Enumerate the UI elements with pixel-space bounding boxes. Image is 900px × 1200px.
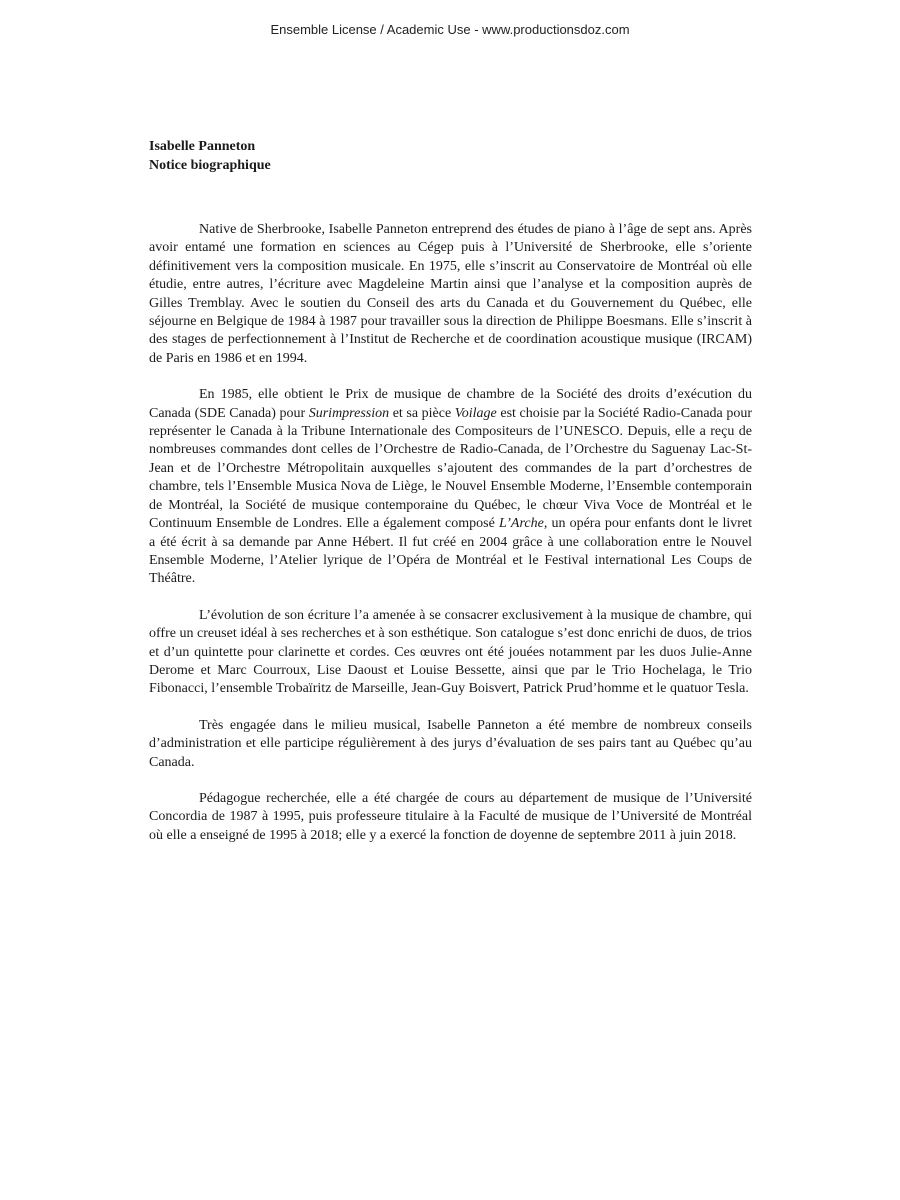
paragraph-engagement: Très engagée dans le milieu musical, Isabelle Panneton a été membre de nombreux conseils d’administration et elle participe régulièrement à des jurys d’évaluation de ses pairs tant au Québec qu’au Canada. — [149, 717, 752, 770]
document-subtitle: Notice biographique — [149, 158, 271, 173]
work-title-larche: L’Arche — [498, 516, 544, 532]
composer-name: Isabelle Panneton — [149, 139, 256, 154]
work-title-surimpression: Surimpression — [308, 405, 390, 421]
paragraph-text-segment: En 1985, elle obtient le Prix de musique de chambre de la Société des droits d’exécution du Canada (SDE Canada) pour — [149, 387, 752, 421]
paragraph-text-segment: et sa pièce — [389, 405, 455, 421]
paragraph-text-segment: est choisie par la Société Radio-Canada pour représenter le Canada à la Tribune Internationale des Compositeurs de l’UNESCO. Depuis, elle a reçu de nombreuses commandes dont celles de l’Orchestre de Radio-Canada, de l’Orchestre du Saguenay Lac-St-Jean et de l’Orchestre Métropolitain auxquelles s’ajoutent des commandes de la part d’orchestres de chambre, tels l’Ensemble Musica Nova de Liège, le Nouvel Ensemble Moderne, l’Ensemble contemporain de Montréal, la Société de musique contemporaine du Québec, le chœur Viva Voce de Montréal et le Continuum Ensemble de Londres. Elle a également composé — [149, 405, 752, 532]
license-text: Ensemble License / Academic Use - www.productionsdoz.com — [270, 22, 630, 37]
paragraph-early-life: Native de Sherbrooke, Isabelle Panneton entreprend des études de piano à l’âge de sept ans. Après avoir entamé une formation en sciences au Cégep puis à l’Université de Sherbrooke, elle s’oriente définitivement vers la composition musicale. En 1975, elle s’inscrit au Conservatoire de Montréal où elle étudie, entre autres, l’écriture avec Magdeleine Martin ainsi que l’analyse et la composition auprès de Gilles Tremblay. Avec le soutien du Conseil des arts du Canada et du Gouvernement du Québec, elle séjourne en Belgique de 1984 à 1987 pour travailler sous la direction de Philippe Boesmans. Elle s’inscrit à des stages de perfectionnement à l’Institut de Recherche et de coordination acoustique musique (IRCAM) de Paris en 1986 et en 1994. — [149, 222, 752, 366]
paragraph-text-segment: , un opéra pour enfants dont le livret a été écrit à sa demande par Anne Hébert. Il fut créé en 2004 grâce à une collaboration entre le Nouvel Ensemble Moderne, l’Atelier lyrique de l’Opéra de Montréal et le Festival international Les Coups de Théâtre. — [149, 516, 753, 587]
paragraph-chamber-music: L’évolution de son écriture l’a amenée à se consacrer exclusivement à la musique de chambre, qui offre un creuset idéal à ses recherches et à son esthétique. Son catalogue s’est donc enrichi de duos, de trios et d’un quintette pour clarinette et cordes. Ces œuvres ont été jouées notamment par les duos Julie-Anne Derome et Marc Courroux, Lise Daoust et Louise Bessette, ainsi que par le Trio Hochelaga, le Trio Fibonacci, l’ensemble Trobaïritz de Marseille, Jean-Guy Boisvert, Patrick Prud’homme et le quatuor Tesla. — [149, 607, 752, 697]
work-title-voilage: Voilage — [454, 405, 497, 421]
biography-body — [149, 221, 752, 845]
paragraph-teaching: Pédagogue recherchée, elle a été chargée de cours au département de musique de l’Université Concordia de 1987 à 1995, puis professeure titulaire à la Faculté de musique de l’Université de Montréal où elle a enseigné de 1995 à 2018; elle y a exercé la fonction de doyenne de septembre 2011 à juin 2018. — [149, 790, 752, 843]
paragraph-awards-commissions — [149, 386, 752, 588]
title-block — [149, 137, 752, 175]
biography-document — [149, 137, 752, 863]
license-header — [0, 22, 900, 37]
